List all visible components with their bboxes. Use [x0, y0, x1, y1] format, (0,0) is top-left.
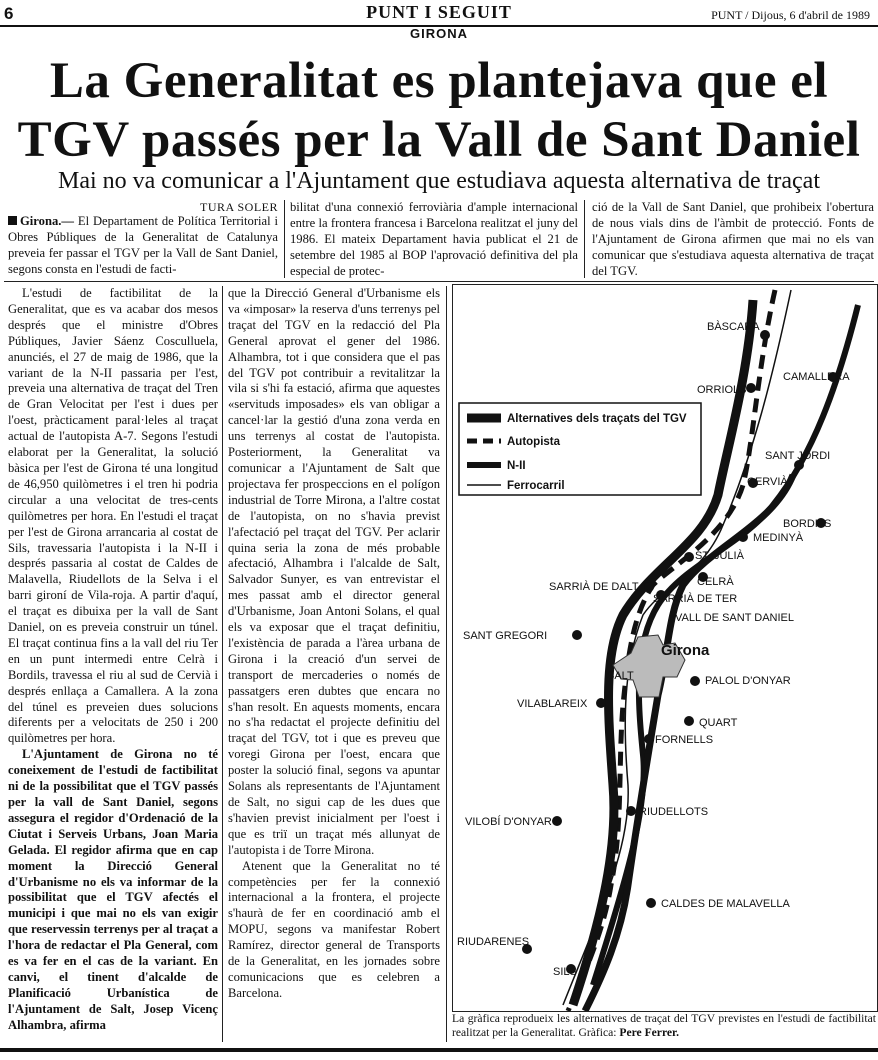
lead-text-3: ció de la Vall de Sant Daniel, que prohibeix l'obertura de nous vials dins de l'àmbit de protecció. Fonts de l'Ajuntament de Girona afirmen que mai no els van comunicar que s'estudiava aquesta alternativa de traçat del TGV. — [592, 200, 874, 278]
place-label: SILS — [553, 966, 577, 978]
place-marker — [684, 716, 694, 726]
place-label: ST. JULIÀ — [695, 550, 744, 562]
place-label: PALOL D'ONYAR — [705, 675, 791, 687]
lead-rule — [4, 281, 874, 282]
paragraph: que la Direcció General d'Urbanisme els va «imposar» la reserva d'uns terrenys pel traçat del TGV en la redacció del Pla General aprovat el gener del 1986. Alhambra, tot i que considera que el pas del TGV pot contribuir a revitalitzar la vila si s'hi fa estació, afirma que aquestes «servituds imposades» els van obligar a cancel·lar la gestió d'una zona verda en uns terrenys al costat de l'autopista. Posteriorment, la Generalitat va comunicar a l'Ajuntament de Salt que projectava fer prospeccions en el polígon industrial de Torre Mirona, a l'altre costat de l'autopista, on no s'havia previst l'afectació pel traçat del TGV. Per aclarir quina seria la zona de més probable afectació, Alhambra i l'alcalde de Salt, Salvador Sunyer, es van entrevistar el mes passat amb el director general d'Urbanisme, Joan Antoni Solans, el qual els va exposar que el traçat definitiu, l'existència de parada a l'àrea urbana de Girona i la creació d'un servei de transport de mercaderies o només de passatgers eren dubtes que encara no s'han resolt. En aquests moments, encara no s'ha redactat el projecte definitiu del traçat del TGV, tot i que es preveu que voregi Girona per l'oest, encara que poster la solució final, segons va apuntar Solans als representants de l'Ajuntament de Salt, no sigui cap de les dues que s'havien previst inicialment per l'oest i que es triï un traçat més allunyat de l'autopista i de Torre Mirona. — [228, 286, 440, 857]
place-label: CAMALLERA — [783, 371, 850, 383]
place-label: VILABLAREIX — [517, 698, 588, 710]
legend-railway-label: Ferrocarril — [507, 480, 565, 492]
page-number: 6 — [4, 4, 14, 23]
place-label: SANT JORDI — [765, 450, 831, 462]
legend-tgv-label: Alternatives dels traçats del TGV — [507, 413, 687, 425]
lead-location: Girona.— — [20, 214, 74, 228]
legend-n2-label: N-II — [507, 460, 526, 472]
place-label: ORRIOLS — [697, 384, 747, 396]
newspaper-name: PUNT I SEGUIT — [366, 2, 512, 22]
column-divider — [222, 286, 223, 1042]
place-label: SARRIÀ DE TER — [653, 593, 738, 605]
route-map — [452, 284, 878, 1012]
place-marker — [690, 676, 700, 686]
place-marker — [552, 816, 562, 826]
issue-date: PUNT / Dijous, 6 d'abril de 1989 — [711, 8, 870, 22]
caption-text: La gràfica reprodueix les alternatives de traçat del TGV previstes en l'estudi de factibilitat realitzat per la Generalitat. Gràfica: — [452, 1012, 876, 1039]
place-label: MEDINYÀ — [753, 532, 804, 544]
place-marker — [760, 330, 770, 340]
place-marker — [596, 698, 606, 708]
place-marker — [644, 582, 654, 592]
subheadline: Mai no va comunicar a l'Ajuntament que estudiava aquesta alternativa de traçat — [57, 168, 820, 194]
column-divider — [284, 200, 285, 278]
place-label: RIUDARENES — [457, 936, 530, 948]
place-marker — [746, 383, 756, 393]
place-label: BORDILS — [783, 518, 832, 530]
section-label: GIRONA — [410, 27, 468, 39]
place-marker — [626, 806, 636, 816]
byline: TURA SOLER — [200, 200, 279, 214]
place-marker — [738, 532, 748, 542]
column-divider — [446, 286, 447, 1042]
place-label: VALL DE SANT DANIEL — [675, 612, 795, 624]
caption-credit: Pere Ferrer. — [619, 1026, 680, 1039]
place-label: SANT GREGORI — [463, 630, 548, 642]
place-label: CELRÀ — [697, 576, 734, 588]
place-marker — [572, 630, 582, 640]
body-col-1 — [8, 286, 218, 1034]
column-divider — [584, 200, 585, 278]
lead-text-2: bilitat d'una connexió ferroviària d'ample internacional entre la frontera francesa i Barcelona realitzat el juny del 1986. El mateix Departament havia publicat el 21 de setembre del 1985 al BOP l'aprovació definitiva del pla especial de protec- — [290, 200, 578, 278]
place-marker — [644, 734, 654, 744]
paragraph: Atenent que la Generalitat no té competències per fer la connexió internacional a la frontera, el projecte s'haurà de fer en coordinació amb el MOPU, segons va manifestar Robert Ramírez, director general de Transports de la Generalitat, en les jornades sobre comunicacions que es celebren a Barcelona. — [228, 858, 440, 1000]
place-label: BÀSCARA — [707, 321, 760, 333]
place-label-girona: Girona — [661, 642, 710, 659]
place-marker — [646, 898, 656, 908]
place-label: SALT — [607, 670, 634, 682]
place-label: RIUDELLOTS — [639, 806, 709, 818]
place-label: QUART — [699, 717, 738, 729]
route-map-svg — [453, 285, 877, 1011]
lead-col-2 — [290, 200, 578, 280]
legend-autopista-label: Autopista — [507, 436, 561, 448]
place-label: SARRIÀ DE DALT — [549, 581, 639, 593]
place-label: VILOBÍ D'ONYAR — [465, 816, 552, 828]
body-col-2 — [228, 286, 440, 1002]
headline: La Generalitat es plantejava que el TGV passés per la Vall de Sant Daniel — [17, 53, 861, 168]
place-label: FORNELLS — [655, 734, 714, 746]
lead-col-3 — [592, 200, 874, 280]
location-marker — [8, 216, 17, 225]
paragraph: L'Ajuntament de Girona no té coneixement de l'estudi de factibilitat ni de la possibilitat que el TGV passés per la vall de Sant Daniel, segons assegura el regidor d'Ordenació de la Ciutat i Serveis Urbans, Joan Maria Gelada. El regidor afirma que en cap moment la Direcció General d'Urbanisme no els va informar de la possibilitat que el TGV afectés el municipi i que mai no els van exigir que reservessin terrenys per al traçat a l'hora de redactar el Pla General, com es va fer en el cas de la variant. En canvi, el tinent d'alcalde de Planificació Urbanística de l'Ajuntament de Salt, Josep Vicenç Alhambra, afirma — [8, 747, 218, 1032]
lead-col-1 — [8, 214, 278, 278]
place-label: CERVIÀ — [747, 476, 788, 488]
place-label: CALDES DE MALAVELLA — [661, 898, 790, 910]
place-marker — [684, 552, 694, 562]
paragraph: L'estudi de factibilitat de la Generalitat, que es va acabar dos mesos després que el ministre d'Obres Públiques, Javier Sáenz Cosculluela, anunciés, el 27 de maig de 1986, que la variant de la N-II passaria per l'est, preveia una alternativa de traçat del Tren de Gran Velocitat per l'est i dues per l'oest, pràcticament paral·leles al traçat actual de l'autopista A-7. Segons l'estudi elaborat per la Generalitat, la solució bàsica per l'est de Girona té una longitud de 46,950 quilòmetres i el tren hi podria circular a una velocitat de tres-cents quilòmetres per hora. En l'estudi el traçat per l'est de Girona arrancaria al costat de Sils, travessaria l'autopista i la N-II i després passaria al costat de Caldes de Malavella, Riudellots de la Selva i el barri gironí de Vila-roja. A partir d'aquí, el traçat es dibuixa per la vall de Sant Daniel, on es preveia construir un túnel. El traçat continua fins a la vall del riu Ter en un punt intermedi entre Celrà i Bordils, travessa el riu al sud de Cervià i després enllaça a Camallera. A la zona del túnel es preveien dues solucions diferents per a velocitats de 250 i 200 quilòmetres per hora. — [8, 286, 218, 746]
bottom-rule — [0, 1048, 878, 1052]
map-caption — [452, 1012, 876, 1040]
lead-text-1: El Departament de Política Territorial i Obres Públiques de la Generalitat de Catalunya preveia fer passar el TGV per la Vall de Sant Daniel, segons consta en l'estudi de facti- — [8, 214, 278, 276]
